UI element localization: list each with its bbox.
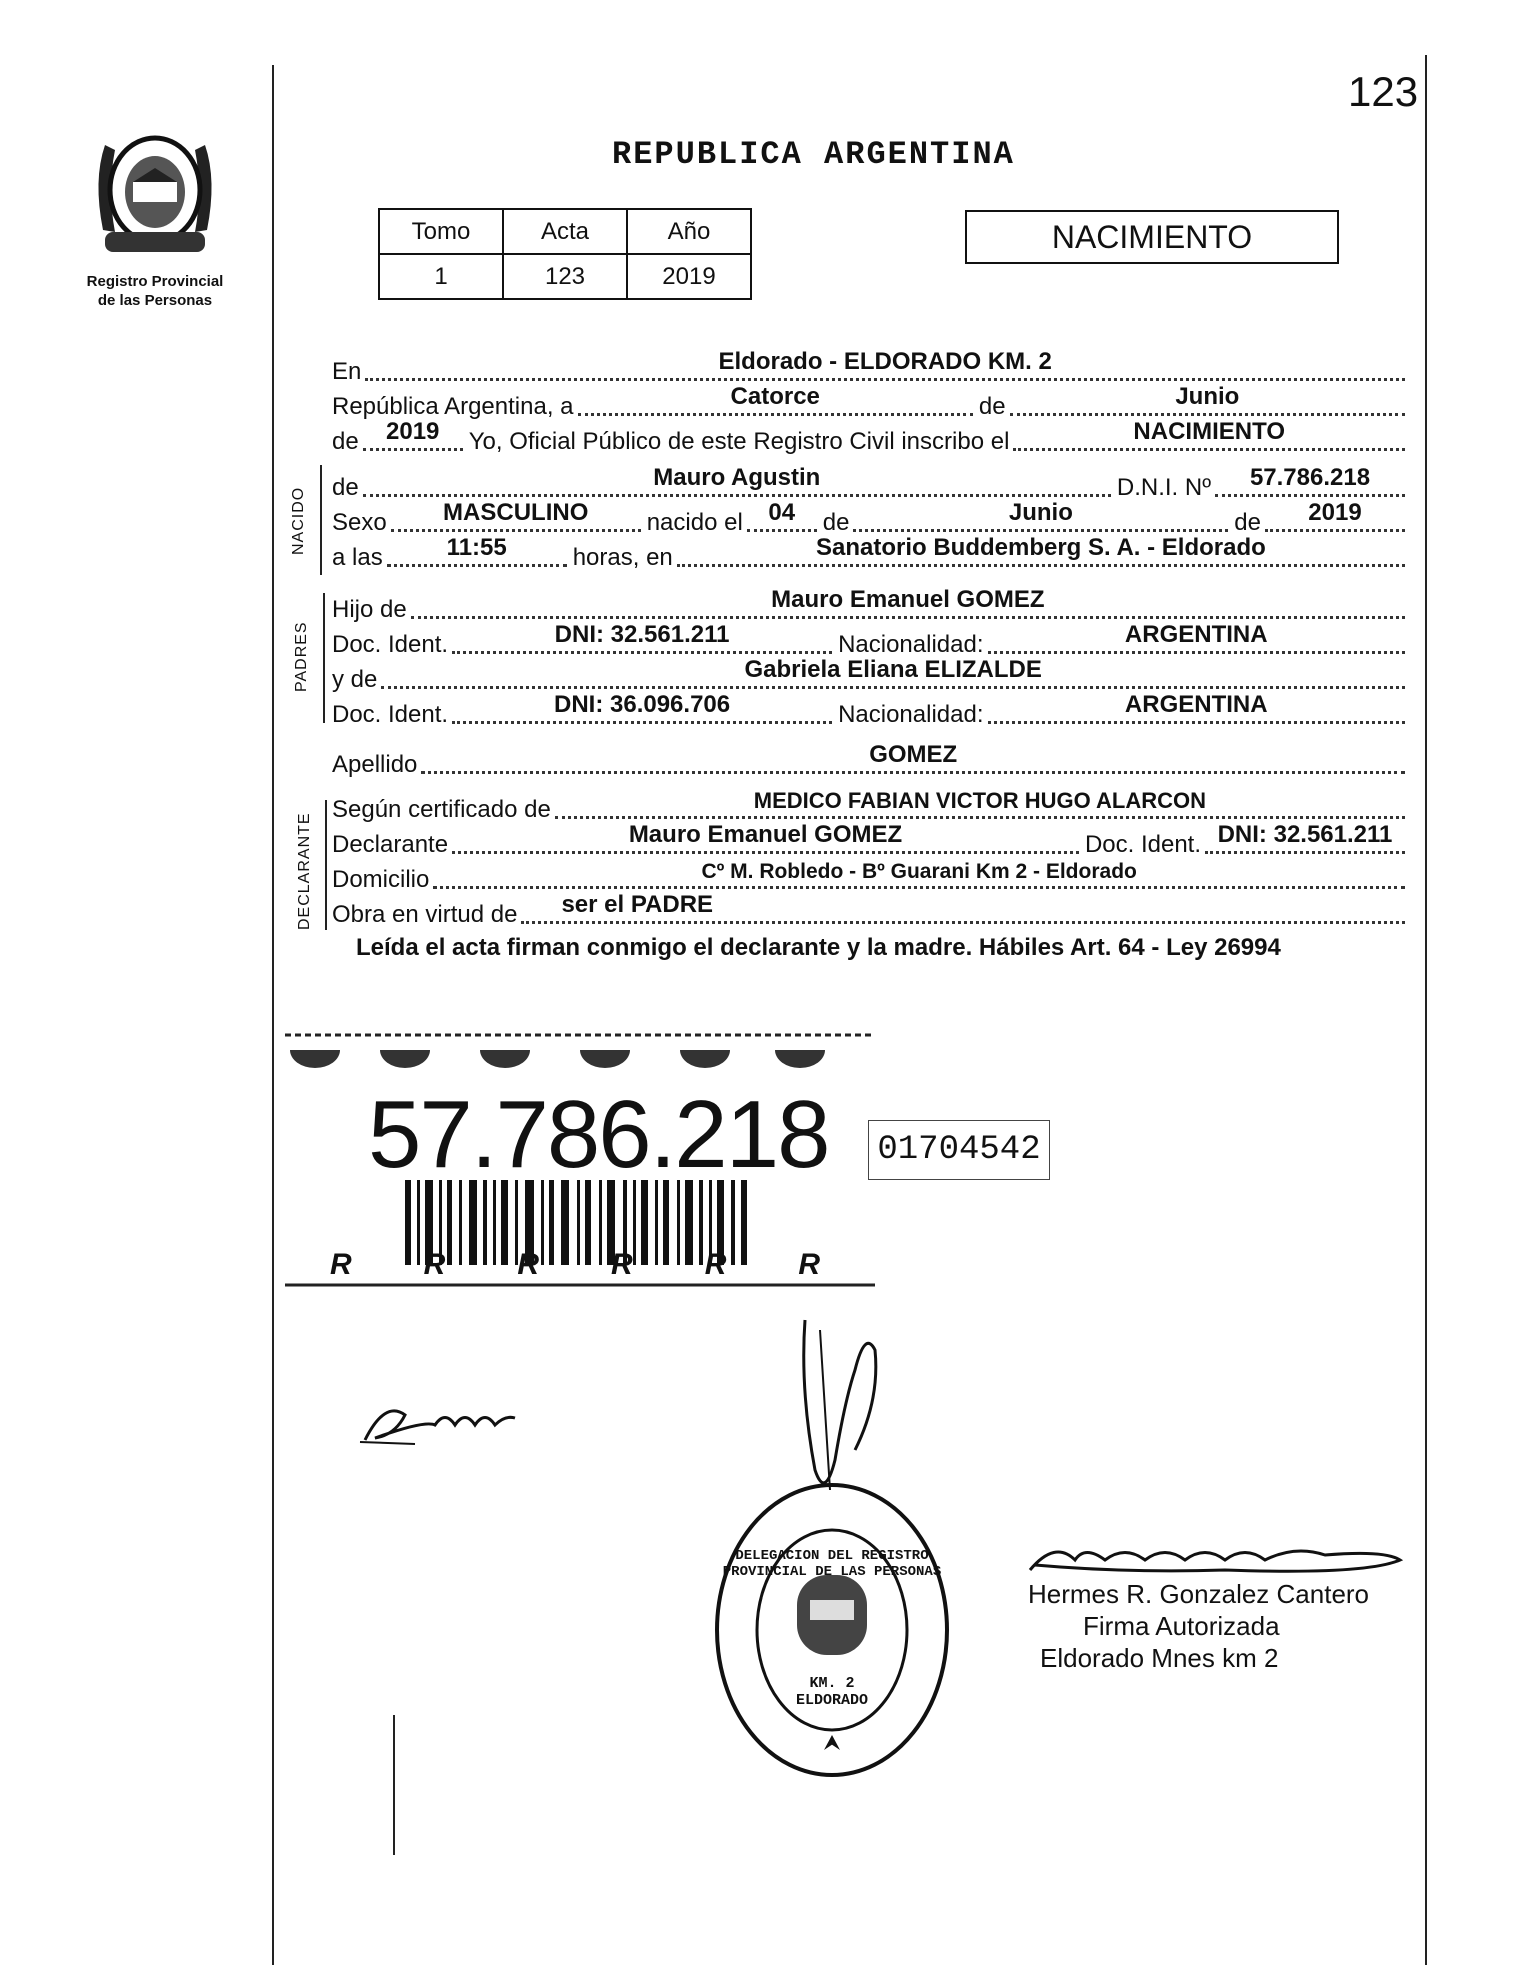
header-acta: Acta (503, 209, 627, 254)
document-title: REPUBLICA ARGENTINA (612, 136, 1015, 173)
label-republica: República Argentina, a (332, 393, 574, 420)
value-nac-mes: Junio (1008, 499, 1073, 526)
margin-tick (393, 1715, 395, 1855)
value-lugar-nac: Sanatorio Buddemberg S. A. - Eldorado (815, 534, 1266, 561)
row-madre-doc (332, 691, 1405, 729)
value-lugar: Eldorado - ELDORADO KM. 2 (718, 348, 1052, 375)
value-padre-doc: DNI: 32.561.211 (554, 621, 730, 648)
right-margin-line (1425, 55, 1427, 1965)
label-hijo-de: Hijo de (332, 596, 407, 623)
signatory-name: Hermes R. Gonzalez Cantero (1028, 1579, 1370, 1609)
nacido-bracket (320, 465, 322, 575)
signature-icon (355, 1380, 525, 1460)
row-padre (332, 586, 1405, 624)
authorized-signature-text (1028, 1578, 1369, 1674)
label-doc-ident-2: Doc. Ident. (332, 701, 449, 728)
stamp-mark: R (611, 1248, 705, 1281)
label-nacido-el: nacido el (646, 509, 743, 536)
row-domicilio (332, 860, 1405, 894)
record-type-box: NACIMIENTO (965, 210, 1339, 264)
label-de: de (978, 393, 1006, 420)
value-certificado: MEDICO FABIAN VICTOR HUGO ALARCON (753, 788, 1207, 813)
value-madre-doc: DNI: 36.096.706 (554, 691, 731, 718)
value-anio: 2019 (386, 418, 440, 445)
row-nombre (332, 464, 1405, 502)
logo-caption (60, 272, 250, 310)
row-anio (332, 418, 1405, 456)
value-declarante-doc: DNI: 32.561.211 (1217, 821, 1393, 848)
value-sexo: MASCULINO (443, 499, 589, 526)
value-nac-anio: 2019 (1308, 499, 1362, 526)
serial-number: 01704542 (868, 1120, 1050, 1180)
label-de-anio: de (1234, 509, 1261, 536)
stamp-mark: R (330, 1248, 424, 1281)
header-anio: Año (627, 209, 751, 254)
value-nombre: Mauro Agustin (653, 464, 821, 491)
label-de2: de (332, 428, 359, 455)
row-sexo (332, 499, 1405, 537)
seal-icon (712, 1480, 952, 1780)
padres-bracket (323, 593, 325, 723)
label-horas-en: horas, en (572, 544, 673, 571)
row-obra (332, 891, 1405, 929)
label-dni: D.N.I. Nº (1116, 474, 1211, 501)
value-dia: Catorce (730, 383, 820, 410)
row-lugar (332, 348, 1405, 386)
stamp-mark: R (423, 1248, 518, 1281)
label-doc-ident-3: Doc. Ident. (1084, 831, 1201, 858)
label-apellido: Apellido (332, 751, 418, 778)
value-declarante: Mauro Emanuel GOMEZ (628, 821, 903, 848)
label-yo: Yo, Oficial Público de este Registro Civil inscribo el (468, 428, 1010, 455)
value-dni: 57.786.218 (1249, 464, 1371, 491)
label-sexo: Sexo (332, 509, 387, 536)
logo-caption-line2: de las Personas (97, 292, 213, 309)
row-apellido (332, 741, 1405, 779)
label-doc-ident: Doc. Ident. (332, 631, 449, 658)
declarant-signature (355, 1380, 525, 1460)
row-padre-doc (332, 621, 1405, 659)
row-certificado (332, 790, 1405, 824)
value-obra: ser el PADRE (561, 891, 714, 918)
value-apellido: GOMEZ (869, 741, 958, 768)
left-margin-line (272, 65, 274, 1965)
value-tipo: NACIMIENTO (1133, 418, 1285, 445)
section-declarante: DECLARANTE (296, 812, 313, 930)
page-number: 123 (1348, 68, 1419, 115)
official-seal (712, 1480, 952, 1780)
label-y-de: y de (332, 666, 378, 693)
logo-caption-line1: Registro Provincial (86, 273, 224, 290)
value-hora: 11:55 (446, 534, 507, 561)
seal-inner-text: KM. 2 ELDORADO (795, 1675, 868, 1709)
label-de-mes: de (822, 509, 850, 536)
value-padre: Mauro Emanuel GOMEZ (771, 586, 1045, 613)
value-padre-nac: ARGENTINA (1124, 621, 1268, 648)
section-padres: PADRES (293, 621, 310, 692)
value-domicilio: Cº M. Robledo - Bº Guarani Km 2 - Eldorado (701, 860, 1137, 883)
authorized-signature (1025, 1535, 1405, 1580)
declarante-bracket (325, 800, 327, 930)
header-tomo: Tomo (379, 209, 503, 254)
value-madre-nac: ARGENTINA (1124, 691, 1268, 718)
signatory-role: Firma Autorizada (1083, 1611, 1280, 1641)
label-obra: Obra en virtud de (332, 901, 518, 928)
coat-of-arms-icon (85, 120, 225, 270)
value-mes: Junio (1175, 383, 1240, 410)
label-de-name: de (332, 474, 359, 501)
value-madre: Gabriela Eliana ELIZALDE (744, 656, 1042, 683)
label-a-las: a las (332, 544, 383, 571)
registry-table (378, 208, 752, 300)
row-fecha (332, 383, 1405, 421)
signature-icon (1025, 1535, 1405, 1580)
label-nacionalidad: Nacionalidad: (838, 631, 984, 658)
value-nac-dia: 04 (768, 499, 796, 526)
signatory-place: Eldorado Mnes km 2 (1040, 1643, 1279, 1673)
stamp-marks (330, 1248, 893, 1282)
stamp-mark: R (798, 1248, 893, 1281)
row-hora (332, 534, 1405, 572)
label-segun: Según certificado de (332, 796, 551, 823)
label-nacionalidad-2: Nacionalidad: (838, 701, 984, 728)
label-en: En (332, 358, 362, 385)
stamp-number: 57.786.218 (368, 1081, 829, 1188)
value-acta: 123 (503, 254, 627, 299)
row-declarante (332, 821, 1405, 859)
label-domicilio: Domicilio (332, 866, 430, 893)
closing-text: Leída el acta firman conmigo el declarante y la madre. Hábiles Art. 64 - Ley 26994 (356, 934, 1281, 961)
stamp-mark: R (704, 1248, 799, 1281)
stamp-mark: R (517, 1248, 612, 1281)
province-logo (85, 120, 225, 270)
label-declarante: Declarante (332, 831, 449, 858)
seal-ring-text: DELEGACION DEL REGISTRO PROVINCIAL DE LAS PERSONAS (722, 1548, 942, 1580)
value-tomo: 1 (379, 254, 503, 299)
section-nacido: NACIDO (290, 486, 307, 555)
row-madre (332, 656, 1405, 694)
value-anio: 2019 (627, 254, 751, 299)
